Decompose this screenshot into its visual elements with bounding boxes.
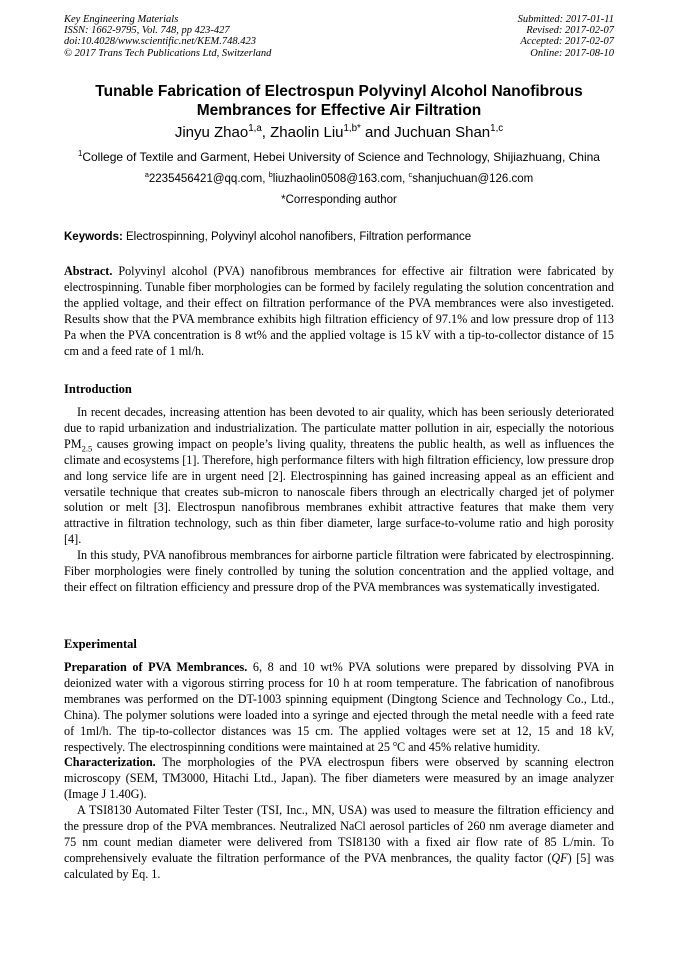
tsi-paragraph [64,803,614,883]
affiliation-text: College of Textile and Garment, Hebei University of Science and Technology, Shijiazhuang, China [82,150,600,164]
preparation-text-a: 6, 8 and 10 wt% PVA solutions were prepared by dissolving PVA in deionized water with a vigorous stirring process for 10 h at room temperature. The fabrication of nanofibrous membranes was performed on the DT-1003 spinning equipment (Dingtong Science and Technology Co., Ltd., China). The polymer solutions were loaded into a syringe and ejected through the metal needle with a feed rate of 1ml/h. The tip-to-collector distances was 15 cm. The applied voltages were set at 12, 15 and 18 kV, respectively. The electrospinning conditions were maintained at 25 [64,660,615,754]
keywords-text: Electrospinning, Polyvinyl alcohol nanofibers, Filtration performance [122,231,472,243]
journal-copyright: © 2017 Trans Tech Publications Ltd, Switzerland [64,47,272,59]
preparation-paragraph [64,660,614,755]
affiliation [30,149,648,165]
introduction-paragraph-2: In this study, PVA nanofibrous membrances for airborne particle filtration were fabricated by electrospinning. Fiber morphologies were finely controlled by tuning the solution concentration and the applied voltage, and their effect on filtration efficiency and pressure drop of the PVA membrances was systematically investigated. [64,548,614,594]
dates-header [518,14,614,59]
characterization-paragraph [64,755,614,803]
pm-subscript: 2.5 [81,443,93,454]
journal-name: Key Engineering Materials [64,14,179,25]
date-online: Online: 2017-08-10 [530,47,614,59]
author-separator-2: and [360,124,395,141]
title-line-2: Membrances for Effective Air Filtration [196,102,482,119]
characterization-label: Characterization. [64,755,156,770]
corresponding-author-note: *Corresponding author [281,194,397,206]
author-3-sup: 1,c [490,123,504,134]
abstract-text: Polyvinyl alcohol (PVA) nanofibrous membrances for effective air filtration were fabricated by electrospinning. Tunable fiber morphologies can be formed by facilely regulating the solution concentration and the applied voltage, and their effect on filtration performance of the PVA membrances were also investigeted. Results show that the PVA membrance exhibits high filtration efficiency of 97.1% and low pressure drop of 113 Pa when the PVA concentration is 8 wt% and the applied voltage is 15 kV with a tip-to-collector distance of 15 cm and a feed rate of 1 ml/h. [64,264,614,358]
experimental-heading: Experimental [64,637,137,651]
email-a: 2235456421@qq.com, [148,173,269,185]
author-list [40,124,638,142]
author-3: Juchuan Shan [394,124,491,141]
tsi-text-b: ) [5] was calculated by Eq. 1. [64,850,614,881]
preparation-label: Preparation of PVA Membrances. [64,660,248,674]
intro-p1-text-a: In recent decades, increasing attention has been devoted to air quality, which has been seriously deteriorated due to rapid urbanization and industrialization. The particulate matter pollution in air, especially the notorious PM [64,405,614,451]
date-revised: Revised: 2017-02-07 [526,25,614,37]
date-accepted: Accepted: 2017-02-07 [520,36,614,48]
abstract [64,264,614,359]
author-1-sup: 1,a [248,123,262,134]
qf-symbol: QF [551,850,568,865]
keywords [64,229,624,245]
email-c-sup: c [408,170,413,180]
author-2: Zhaolin Liu [270,124,344,141]
tsi-text-a: A TSI8130 Automated Filter Tester (TSI, Inc., MN, USA) was used to measure the filtration efficiency and the pressure drop of the PVA membrances. Neutralized NaCl aerosol particles of 260 nm average diameter and 75 nm count median diameter were delivered from TSI8130 with a fixed air flow rate of 85 L/min. To comprehensively evaluate the filtration performance of the PVA menbrances, the quality factor ( [64,803,614,865]
date-submitted: Submitted: 2017-01-11 [517,14,614,25]
author-2-sup: 1,b* [343,123,361,134]
characterization-text: The morphologies of the PVA electrospun fibers were observed by scanning electron microscopy (SEM, TM3000, Hitachi Ltd., Japan). The fiber diameters were measured by an image analyzer (Image J 1.40G). [64,755,614,802]
author-separator-1: , [261,124,271,141]
introduction-body [64,405,614,596]
keywords-label: Keywords: [64,231,123,243]
abstract-label: Abstract. [64,264,113,278]
degree-sup: o [392,738,397,748]
preparation-text-b: C and 45% relative humidity. [396,739,540,754]
email-b-sup: b [268,170,273,180]
title-line-1: Tunable Fabrication of Electrospun Polyvinyl Alcohol Nanofibrous [95,83,583,100]
journal-issn: ISSN: 1662-9795, Vol. 748, pp 423-427 [64,25,230,37]
introduction-heading: Introduction [64,382,132,396]
paper-title [40,82,638,120]
journal-header [64,14,271,59]
email-b: liuzhaolin0508@163.com, [272,173,409,185]
author-1: Jinyu Zhao [174,124,249,141]
email-list [30,171,648,187]
affiliation-sup: 1 [78,149,83,158]
introduction-paragraph-1 [64,405,614,548]
experimental-body [64,660,614,883]
email-c: shanjuchuan@126.com [412,173,534,185]
email-a-sup: a [144,170,149,180]
journal-doi: doi:10.4028/www.scientific.net/KEM.748.423 [64,36,256,48]
intro-p1-text-b: causes growing impact on people’s living quality, threatens the public health, as well as influences the climate and ecosystems [1]. Therefore, high performance filters with high filtration efficiency, low pressure drop and long service life are in urgent need [2]. Electrospinning has gained increasing appeal as an efficient and versatile technique that creates sub-micron to nanoscale fibers through an electrically charged jet of polymer solution or melt [3]. Electrospun nanofibrous membranes exhibit attractive features that make them very attractive in filtration technology, such as thin fiber diameter, large surface-to-volume ratio and high porosity [4]. [64,436,614,547]
